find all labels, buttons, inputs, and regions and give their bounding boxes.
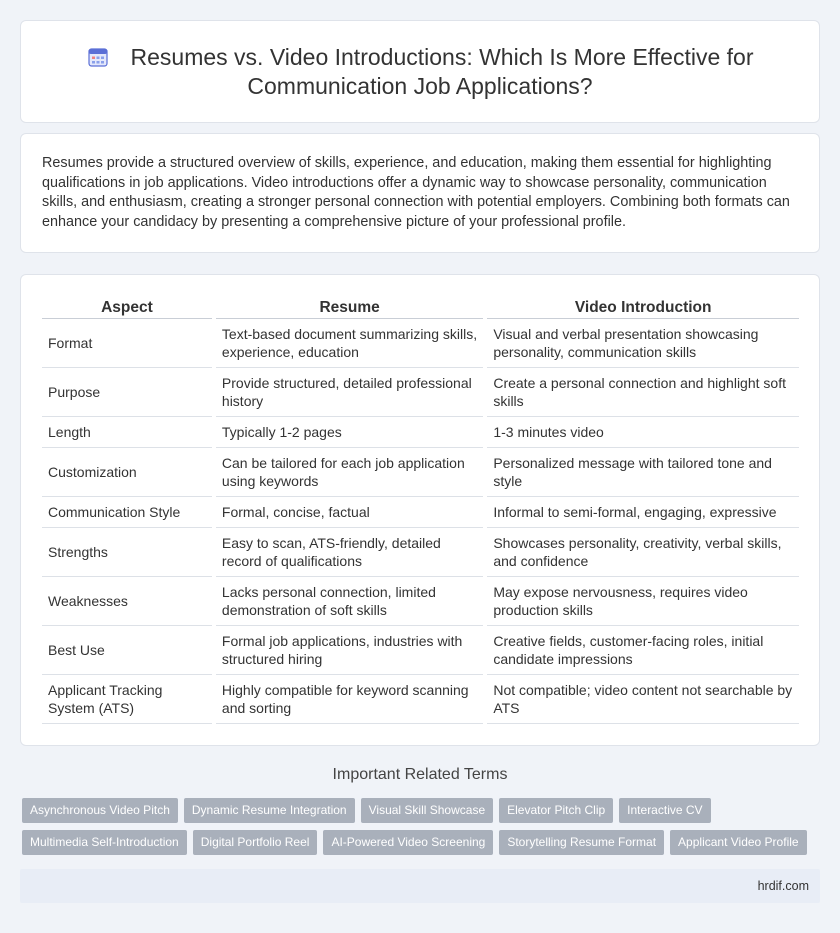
cell-video: Create a personal connection and highlight soft skills xyxy=(487,368,799,417)
footer-site-link[interactable]: hrdif.com xyxy=(757,879,809,893)
comparison-table-card xyxy=(20,274,820,746)
tag-digital-portfolio-reel[interactable]: Digital Portfolio Reel xyxy=(193,830,318,855)
table-row xyxy=(42,319,799,368)
cell-aspect: Communication Style xyxy=(42,497,212,528)
cell-resume: Lacks personal connection, limited demonstration of soft skills xyxy=(216,577,483,626)
tag-applicant-video-profile[interactable]: Applicant Video Profile xyxy=(670,830,807,855)
cell-video: May expose nervousness, requires video production skills xyxy=(487,577,799,626)
cell-video: Visual and verbal presentation showcasing personality, communication skills xyxy=(487,319,799,368)
cell-aspect: Purpose xyxy=(42,368,212,417)
related-terms-title: Important Related Terms xyxy=(332,766,508,783)
table-row xyxy=(42,675,799,724)
calendar-icon xyxy=(87,46,109,68)
header-aspect: Aspect xyxy=(42,295,212,319)
cell-resume: Typically 1-2 pages xyxy=(216,417,483,448)
tag-interactive-cv[interactable]: Interactive CV xyxy=(619,798,710,823)
tag-multimedia-self-introduction[interactable]: Multimedia Self-Introduction xyxy=(22,830,187,855)
tag-dynamic-resume-integration[interactable]: Dynamic Resume Integration xyxy=(184,798,355,823)
cell-aspect: Format xyxy=(42,319,212,368)
table-row xyxy=(42,497,799,528)
cell-resume: Formal, concise, factual xyxy=(216,497,483,528)
table-row xyxy=(42,528,799,577)
table-row xyxy=(42,448,799,497)
cell-aspect: Length xyxy=(42,417,212,448)
tag-ai-powered-video-screening[interactable]: AI-Powered Video Screening xyxy=(323,830,493,855)
header-video-introduction: Video Introduction xyxy=(487,295,799,319)
cell-video: Informal to semi-formal, engaging, expressive xyxy=(487,497,799,528)
header-resume: Resume xyxy=(216,295,483,319)
table-row xyxy=(42,368,799,417)
related-terms-row-2 xyxy=(22,830,822,855)
comparison-table xyxy=(38,295,803,724)
cell-video: Creative fields, customer-facing roles, initial candidate impressions xyxy=(487,626,799,675)
tag-asynchronous-video-pitch[interactable]: Asynchronous Video Pitch xyxy=(22,798,178,823)
cell-aspect: Strengths xyxy=(42,528,212,577)
cell-resume: Easy to scan, ATS-friendly, detailed record of qualifications xyxy=(216,528,483,577)
cell-aspect: Applicant Tracking System (ATS) xyxy=(42,675,212,724)
title-line-2: Communication Job Applications? xyxy=(247,73,593,99)
cell-aspect: Customization xyxy=(42,448,212,497)
tag-storytelling-resume-format[interactable]: Storytelling Resume Format xyxy=(499,830,664,855)
table-row xyxy=(42,577,799,626)
intro-card xyxy=(20,133,820,253)
cell-video: Showcases personality, creativity, verbal skills, and confidence xyxy=(487,528,799,577)
related-terms-row-1 xyxy=(22,798,822,823)
cell-video: Personalized message with tailored tone and style xyxy=(487,448,799,497)
title-line-1: Resumes vs. Video Introductions: Which Is More Effective for xyxy=(130,44,754,70)
cell-resume: Provide structured, detailed professional history xyxy=(216,368,483,417)
intro-paragraph: Resumes provide a structured overview of skills, experience, and education, making them essential for highlighting qualifications in job applications. Video introductions offer a dynamic way to showcase personality, communication skills, and enthusiasm, creating a stronger personal connection with potential employers. Combining both formats can enhance your candidacy by presenting a comprehensive picture of your professional profile. xyxy=(42,155,790,230)
cell-aspect: Best Use xyxy=(42,626,212,675)
tag-visual-skill-showcase[interactable]: Visual Skill Showcase xyxy=(361,798,494,823)
table-row xyxy=(42,417,799,448)
cell-resume: Highly compatible for keyword scanning and sorting xyxy=(216,675,483,724)
cell-resume: Formal job applications, industries with structured hiring xyxy=(216,626,483,675)
tag-elevator-pitch-clip[interactable]: Elevator Pitch Clip xyxy=(499,798,613,823)
header-card xyxy=(20,20,820,123)
table-row xyxy=(42,626,799,675)
page-title xyxy=(21,43,819,101)
cell-video: Not compatible; video content not searchable by ATS xyxy=(487,675,799,724)
cell-resume: Can be tailored for each job application using keywords xyxy=(216,448,483,497)
footer xyxy=(20,869,820,903)
table-header-row xyxy=(42,295,799,319)
cell-video: 1-3 minutes video xyxy=(487,417,799,448)
cell-aspect: Weaknesses xyxy=(42,577,212,626)
cell-resume: Text-based document summarizing skills, experience, education xyxy=(216,319,483,368)
